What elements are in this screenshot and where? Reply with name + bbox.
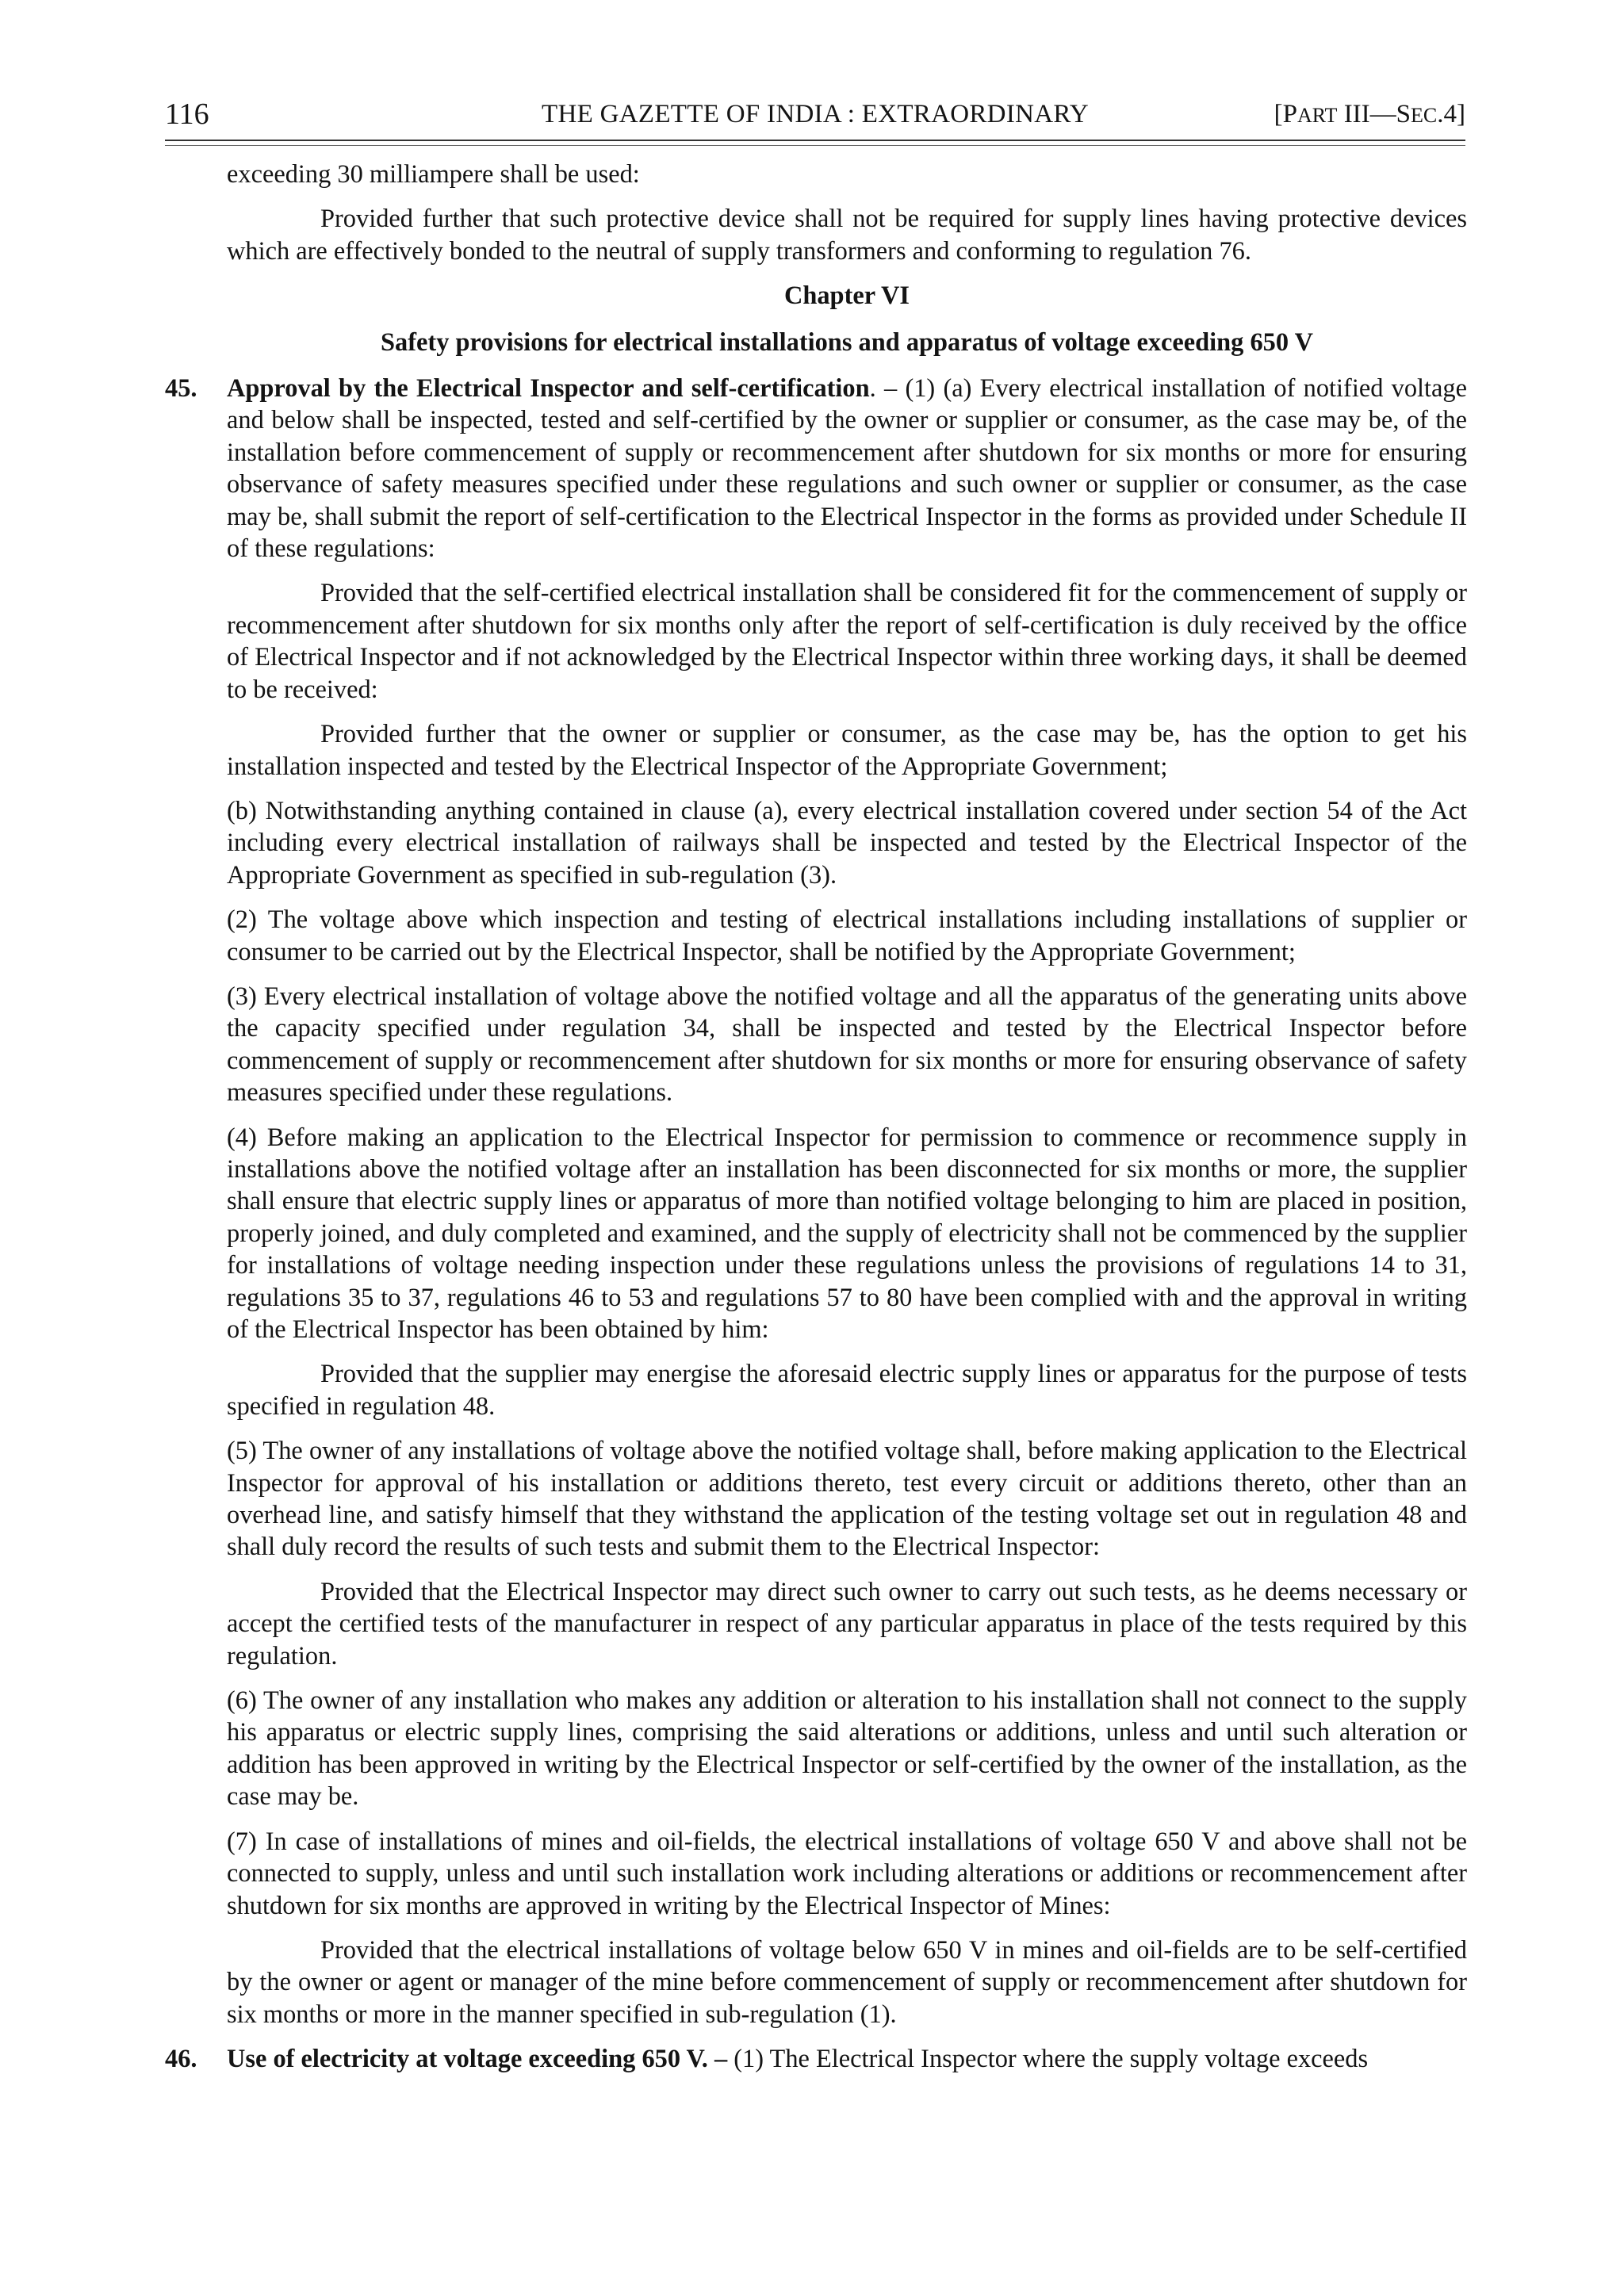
proviso-paragraph: Provided further that such protective device shall not be required for supply lines having protective devices which are effectively bonded to the neutral of supply transformers and conforming to regulation 76. [227,205,1467,266]
subregulation-paragraph: (5) The owner of any installations of voltage above the notified voltage shall, before making application to the Electrical Inspector for approval of his installation or additions thereto, test every circuit or additions thereto, other than an overhead line, and satisfy himself that they withstand the application of the testing voltage set out in regulation 48 and shall duly record the results of such tests and submit them to the Electrical Inspector: [227,1437,1467,1562]
clause-paragraph: (b) Notwithstanding anything contained in clause (a), every electrical installation covered under section 54 of the Act including every electrical installation of railways shall be inspected and tested by the Electrical Inspector of the Appropriate Government as specified in sub-regulation (3). [227,796,1467,890]
document-body [165,159,1467,2088]
section-45 [165,373,1467,564]
subregulation-paragraph: (2) The voltage above which inspection and testing of electrical installations including installations of supplier or consumer to be carried out by the Electrical Inspector, shall be notified by the Appropriate Government; [227,905,1467,966]
header-rule [165,140,1465,141]
proviso-paragraph: Provided that the supplier may energise the aforesaid electric supply lines or apparatus for the purpose of tests specified in regulation 48. [227,1360,1467,1421]
subregulation-paragraph: (3) Every electrical installation of voltage above the notified voltage and all the apparatus of the generating units above the capacity specified under regulation 34, shall be inspected and tested by the Electrical Inspector before commencement of supply or recommencement after shutdown for six months or more for ensuring observance of safety measures specified under these regulations. [227,982,1467,1108]
page-number: 116 [165,98,209,131]
section-heading: Approval by the Electrical Inspector and self-certification [227,374,870,404]
chapter-heading: Chapter VI [783,281,910,311]
subregulation-paragraph: (6) The owner of any installation who makes any addition or alteration to his installation shall not connect to the supply his apparatus or electric supply lines, comprising the said alterations or additions, unless and until such alteration or addition has been approved in writing by the Electrical Inspector or self-certified by the owner of the installation, as the case may be. [227,1686,1467,1812]
page-header [165,89,1465,140]
section-number: 45. [165,374,197,404]
section-text: (1) The Electrical Inspector where the supply voltage exceeds [727,2045,1369,2074]
proviso-paragraph: Provided that the electrical installations of voltage below 650 V in mines and oil-fields are to be self-certified by the owner or agent or manager of the mine before commencement of supply or recommencement after shutdown for six months or more in the manner specified in sub-regulation (1). [227,1935,1467,2029]
header-rule-thin [165,145,1465,146]
section-text: . – (1) (a) Every electrical installation of notified voltage and below shall be inspected, tested and self-certified by the owner or supplier or consumer, as the case may be, of the installation before commencement of supply or recommencement after shutdown for six months or more for ensuring observance of safety measures specified under these regulations and such owner or supplier or consumer, as the case may be, shall submit the report of self-certification to the Electrical Inspector in the forms as provided under Schedule II of these regulations: [227,374,1467,564]
subregulation-paragraph: (7) In case of installations of mines and oil-fields, the electrical installations of voltage 650 V and above shall not be connected to supply, unless and until such installation work including alterations or additions or recommencement after shutdown for six months are approved in writing by the Electrical Inspector of Mines: [227,1827,1467,1920]
section-46 [165,2043,1467,2075]
proviso-paragraph: Provided that the Electrical Inspector may direct such owner to carry out such tests, as he deems necessary or accept the certified tests of the manufacturer in respect of any particular apparatus in place of the tests required by this regulation. [227,1577,1467,1670]
chapter-title: Safety provisions for electrical installations and apparatus of voltage exceeding 650 V [381,327,1313,357]
section-heading: Use of electricity at voltage exceeding 650 V. – [227,2045,728,2074]
paragraph: exceeding 30 milliampere shall be used: [227,160,640,189]
section-number: 46. [165,2045,197,2074]
proviso-paragraph: Provided further that the owner or supplier or consumer, as the case may be, has the option to get his installation inspected and tested by the Electrical Inspector of the Appropriate Government; [227,720,1467,781]
subregulation-paragraph: (4) Before making an application to the Electrical Inspector for permission to commence or recommence supply in installations above the notified voltage after an installation has been disconnected for six months or more, the supplier shall ensure that electric supply lines or apparatus of more than notified voltage belonging to him are placed in position, properly joined, and duly completed and examined, and the supply of electricity shall not be commenced by the supplier for installations of voltage needing inspection under these regulations unless the provisions of regulations 14 to 31, regulations 35 to 37, regulations 46 to 53 and regulations 57 to 80 have been complied with and the approval in writing of the Electrical Inspector has been obtained by him: [227,1123,1467,1344]
part-section-label: [PART III—SEC.4] [1274,100,1465,128]
gazette-title: THE GAZETTE OF INDIA : EXTRAORDINARY [542,100,1089,128]
proviso-paragraph: Provided that the self-certified electrical installation shall be considered fit for the commencement of supply or recommencement after shutdown for six months only after the report of self-certification is duly received by the office of Electrical Inspector and if not acknowledged by the Electrical Inspector within three working days, it shall be deemed to be received: [227,579,1467,704]
